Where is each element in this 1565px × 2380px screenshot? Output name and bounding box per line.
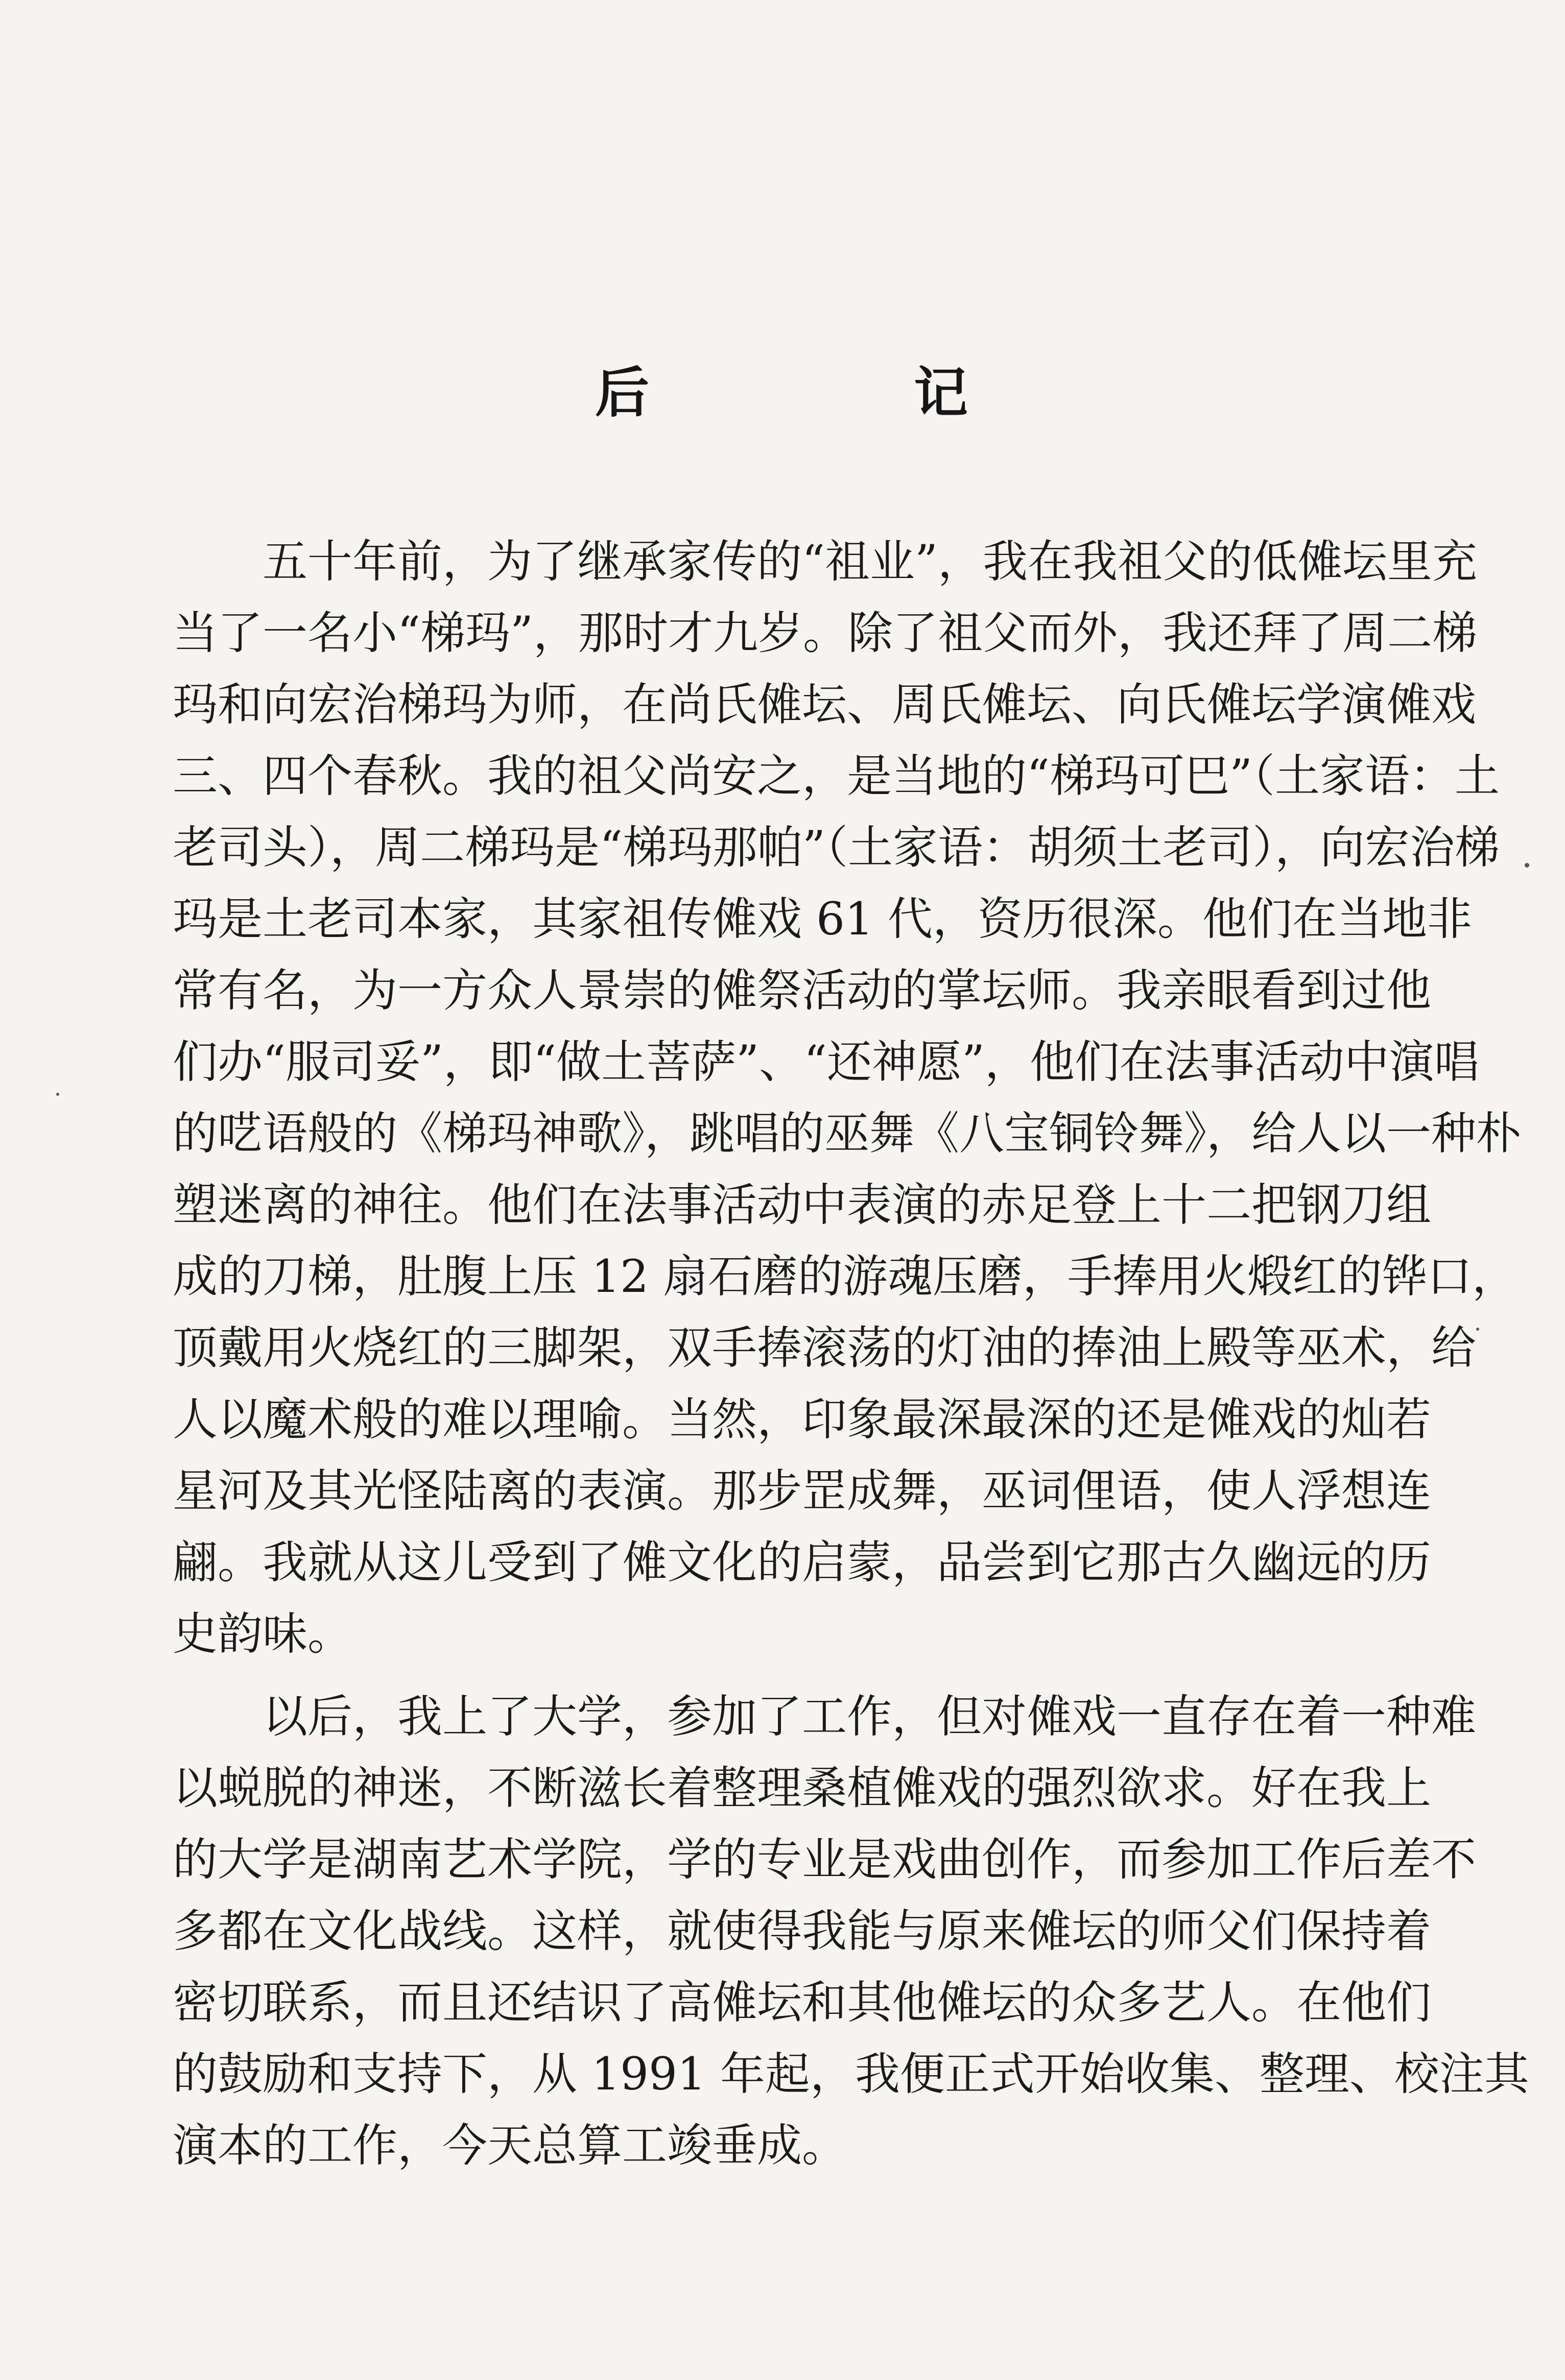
text-line: 五十年前，为了继承家传的“祖业”，我在我祖父的低傩坛里充 (263, 535, 1477, 588)
text-line: 密切联系，而且还结识了高傩坛和其他傩坛的众多艺人。在他们 (173, 1976, 1432, 2029)
text-line: 以蜕脱的神迷，不断滋长着整理桑植傩戏的强烈欲求。好在我上 (173, 1762, 1432, 1814)
scan-speck (1476, 1328, 1479, 1331)
scan-speck (56, 1093, 59, 1096)
text-line: 三、四个春秋。我的祖父尚安之，是当地的“梯玛可巴”（土家语：土 (173, 750, 1500, 802)
text-line: 成的刀梯，肚腹上压 12 扇石磨的游魂压磨，手捧用火煅红的铧口， (173, 1250, 1517, 1303)
title-char-1: 后 (595, 362, 649, 424)
paragraph-2 (173, 1681, 1529, 2181)
text-line: 的鼓励和支持下，从 1991 年起，我便正式开始收集、整理、校注其 (173, 2048, 1529, 2100)
page-title (595, 360, 968, 426)
title-char-2: 记 (914, 362, 968, 424)
text-line: 星河及其光怪陆离的表演。那步罡成舞，巫词俚语，使人浮想连 (173, 1464, 1432, 1517)
text-line: 顶戴用火烧红的三脚架，双手捧滚荡的灯油的捧油上殿等巫术，给 (173, 1321, 1477, 1374)
text-line: 史韵味。 (173, 1607, 353, 1660)
text-line: 常有名，为一方众人景崇的傩祭活动的掌坛师。我亲眼看到过他 (173, 964, 1432, 1017)
text-line: 人以魔术般的难以理喻。当然，印象最深最深的还是傩戏的灿若 (173, 1393, 1432, 1446)
text-line: 多都在文化战线。这样，就使得我能与原来傩坛的师父们保持着 (173, 1905, 1432, 1957)
paragraph-1 (173, 526, 1522, 1670)
text-line: 塑迷离的神往。他们在法事活动中表演的赤足登上十二把钢刀组 (173, 1179, 1432, 1231)
body-text (173, 526, 1529, 2181)
text-line: 以后，我上了大学，参加了工作，但对傩戏一直存在着一种难 (263, 1690, 1477, 1743)
text-line: 玛是土老司本家，其家祖传傩戏 61 代，资历很深。他们在当地非 (173, 893, 1472, 945)
text-line: 老司头），周二梯玛是“梯玛那帕”（土家语：胡须土老司），向宏治梯 (173, 821, 1500, 874)
text-line: 的呓语般的《梯玛神歌》，跳唱的巫舞《八宝铜铃舞》，给人以一种朴 (173, 1107, 1522, 1160)
text-line: 演本的工作，今天总算工竣垂成。 (173, 2119, 847, 2172)
paragraph-gap (173, 1670, 1391, 1681)
text-line: 们办“服司妥”，即“做土菩萨”、“还神愿”，他们在法事活动中演唱 (173, 1036, 1479, 1088)
text-line: 的大学是湖南艺术学院，学的专业是戏曲创作，而参加工作后差不 (173, 1833, 1477, 1886)
text-line: 翩。我就从这儿受到了傩文化的启蒙，品尝到它那古久幽远的历 (173, 1536, 1432, 1589)
text-line: 玛和向宏治梯玛为师，在尚氏傩坛、周氏傩坛、向氏傩坛学演傩戏 (173, 678, 1477, 731)
scan-speck (1525, 863, 1529, 868)
text-line: 当了一名小“梯玛”，那时才九岁。除了祖父而外，我还拜了周二梯 (173, 607, 1477, 659)
